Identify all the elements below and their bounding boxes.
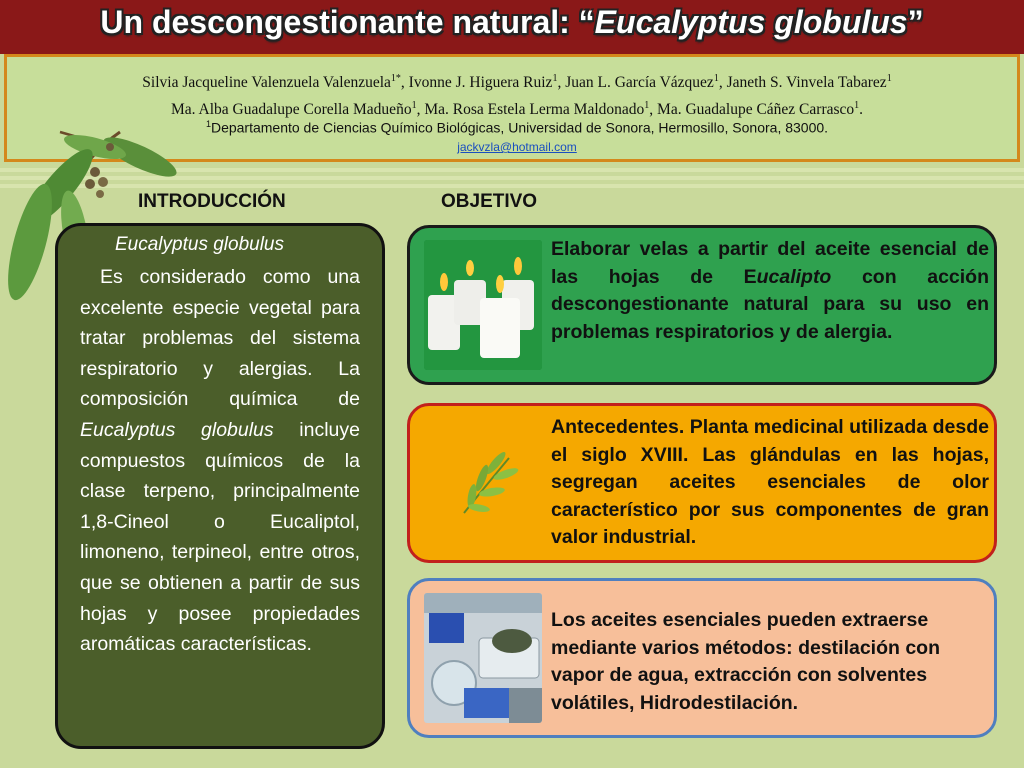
background-text: Antecedentes. Planta medicinal utilizada desde el siglo XVIII. Las glándulas en las hojas, segregan aceites esenciales de olor característico por sus componentes de gran valor industrial. [551, 416, 989, 548]
candles-image [424, 240, 542, 370]
methods-text: Los aceites esenciales pueden extraerse mediante varios métodos: destilación con vapor de agua, extracción con solventes volátiles, Hidrodestilación. [551, 609, 941, 714]
introduction-heading: INTRODUCCIÓN [138, 191, 286, 212]
introduction-panel [55, 223, 385, 749]
title-bar [0, 0, 1024, 54]
lab-equipment-image [424, 593, 542, 723]
authors-list: Silvia Jacqueline Valenzuela Valenzuela$^{1*}$, Ivonne J. Higuera Ruiz$^1$, Juan L. García Vázquez$^1$, Janeth S. Vinvela Tabarez$^1$ Ma. Alba Guadalupe Corella Madueño$^1$, Ma. Rosa Estela Lerma Maldonado$^1$, Ma. Guadalupe Cáñez Carrasco$^1$. [142, 73, 892, 119]
intro-text: Es considerado como una excelente especie vegetal para tratar problemas del sistema respiratorio y alergias. La composición química de Eucalyptus globulus incluye compuestos químicos de la clase terpeno, principalmente 1,8-Cineol o Eucaliptol, limoneno, terpineol, entre otros, que se obtienen a partir de sus hojas y posee propiedades aromáticas características. [80, 266, 360, 656]
poster-title: Un descongestionante natural: “Eucalyptus globulus” [100, 4, 924, 40]
methods-box [407, 578, 997, 738]
objective-heading: OBJETIVO [441, 191, 538, 212]
intro-subtitle: Eucalyptus globulus [115, 234, 284, 255]
eucalyptus-sprig-icon [424, 418, 542, 548]
objective-text: Elaborar velas a partir del aceite esencial de las hojas de Eucalipto con acción descongestionante natural para su uso en problemas respiratorios y de alergia. [551, 238, 989, 343]
objective-box [407, 225, 997, 385]
background-box [407, 403, 997, 563]
contact-email-link[interactable]: jackvzla@hotmail.com [457, 140, 577, 154]
department-affiliation: $^1$Departamento de Ciencias Químico Biológicas, Universidad de Sonora, Hermosillo, Sonora, 83000. [205, 119, 829, 136]
